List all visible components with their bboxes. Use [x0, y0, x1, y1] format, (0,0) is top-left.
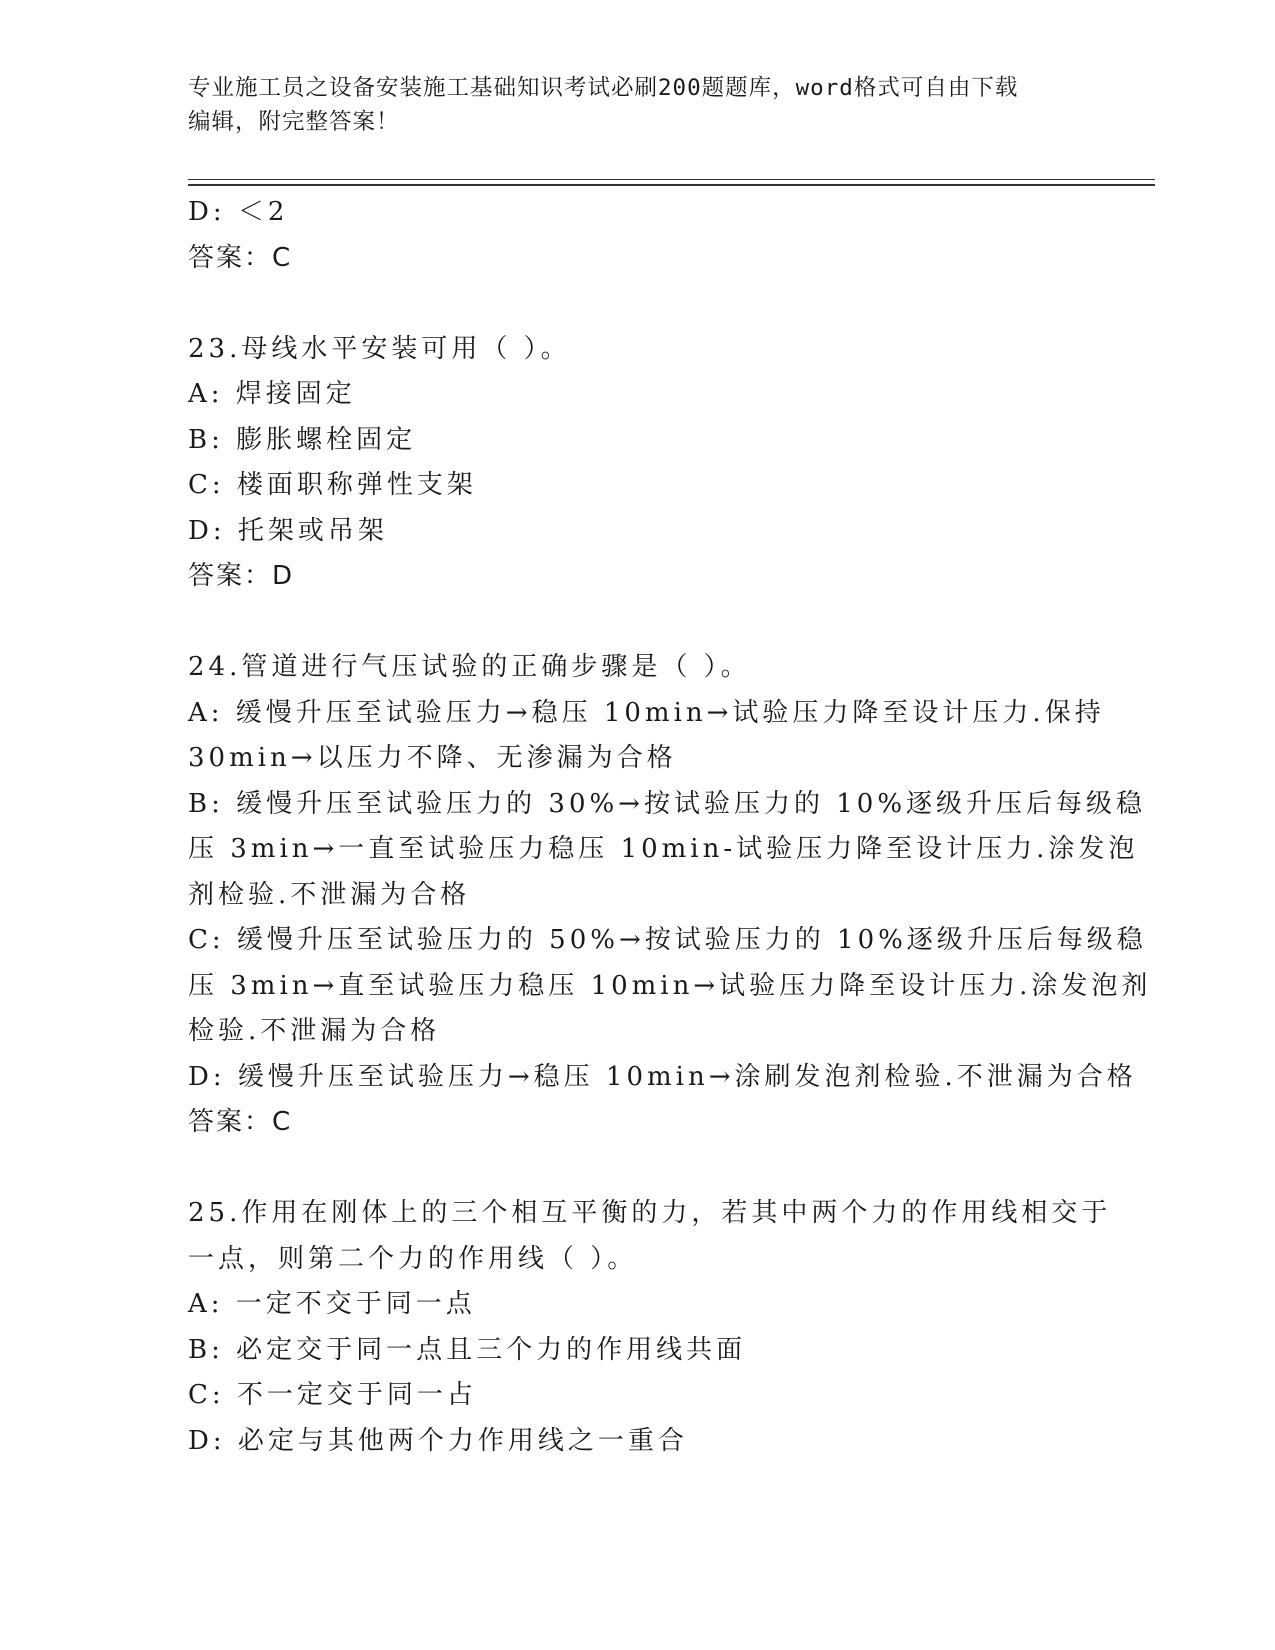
option-text-line: A: 缓慢升压至试验压力→稳压 10min→试验压力降至设计压力.保持: [188, 697, 1105, 728]
prev-question-block: [188, 190, 1088, 281]
option-b: [188, 782, 1147, 919]
option-text-line: D: 缓慢升压至试验压力→稳压 10min→涂刷发泡剂检验.不泄漏为合格: [188, 1061, 1137, 1092]
header-line-1: 专业施工员之设备安装施工基础知识考试必刷200题题库，word格式可自由下载: [188, 75, 1019, 101]
question-stem: 23.母线水平安装可用（ ）。: [188, 333, 571, 364]
option-d: D: 必定与其他两个力作用线之一重合: [188, 1425, 688, 1456]
option-d: [188, 1055, 1137, 1101]
option-a: A: 焊接固定: [188, 379, 356, 409]
option-c: [188, 918, 1152, 1055]
question-stem: 24.管道进行气压试验的正确步骤是（ ）。: [188, 652, 751, 682]
option-text-line: 30min→以压力不降、无渗漏为合格: [188, 743, 677, 773]
option-text-line: 压 3min→一直至试验压力稳压 10min-试验压力降至设计压力.涂发泡: [188, 834, 1139, 864]
document-body: [188, 190, 1152, 1464]
option-a: A: 一定不交于同一点: [188, 1289, 476, 1319]
answer-line: 答案：C: [188, 1107, 293, 1137]
page-header: [188, 71, 1088, 139]
question-24: [188, 645, 1152, 1146]
option-b: B: 膨胀螺栓固定: [188, 424, 417, 455]
option-d: D: 托架或吊架: [188, 515, 388, 546]
option-text-line: B: 缓慢升压至试验压力的 30%→按试验压力的 10%逐级升压后每级稳: [188, 788, 1147, 819]
option-text-line: C: 缓慢升压至试验压力的 50%→按试验压力的 10%逐级升压后每级稳: [188, 925, 1147, 955]
option-text-line: 剂检验.不泄漏为合格: [188, 879, 471, 910]
option-text-line: 检验.不泄漏为合格: [188, 1016, 441, 1046]
option-b: B: 必定交于同一点且三个力的作用线共面: [188, 1334, 747, 1365]
header-line-2: 编辑，附完整答案！: [188, 109, 400, 135]
option-c: C: 楼面职称弹性支架: [188, 470, 477, 500]
answer-line: 答案：D: [188, 561, 295, 591]
option-a: [188, 691, 1105, 782]
option-d: D: ＜2: [188, 197, 289, 227]
question-stem-line: 25.作用在刚体上的三个相互平衡的力，若其中两个力的作用线相交于: [188, 1198, 1112, 1228]
question-stem-line: 一点，则第二个力的作用线（ ）。: [188, 1243, 638, 1274]
option-text-line: 压 3min→直至试验压力稳压 10min→试验压力降至设计压力.涂发泡剂: [188, 970, 1152, 1001]
header-rule-bottom: [188, 184, 1155, 186]
question-23: [188, 327, 1088, 600]
question-25: [188, 1191, 1112, 1464]
option-c: C: 不一定交于同一占: [188, 1380, 477, 1410]
header-rule-top: [188, 179, 1155, 180]
answer-line: 答案：C: [188, 242, 293, 273]
